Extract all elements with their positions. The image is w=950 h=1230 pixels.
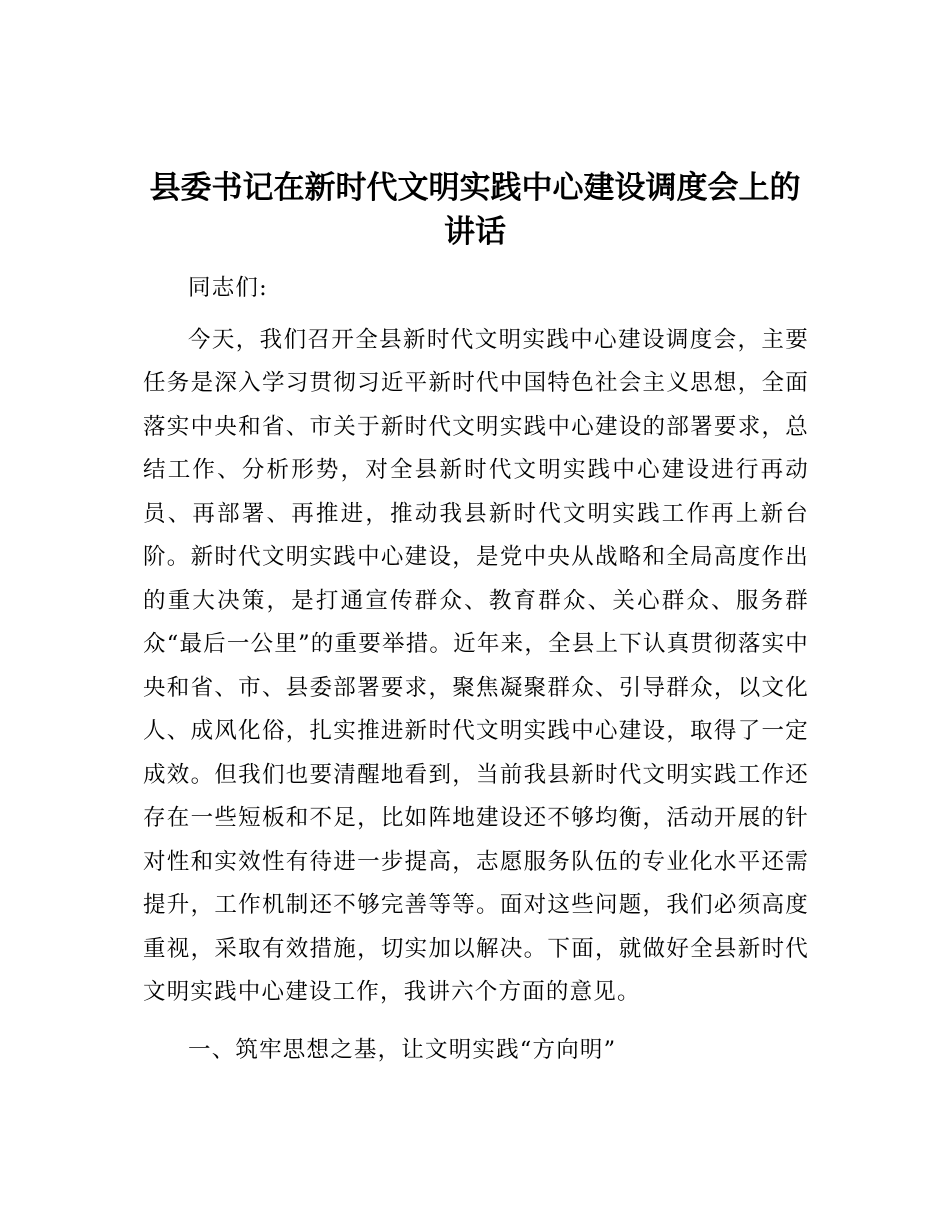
body-paragraph: 今天，我们召开全县新时代文明实践中心建设调度会，主要任务是深入学习贯彻习近平新时代中国特色社会主义思想，全面落实中央和省、市关于新时代文明实践中心建设的部署要求，总结工作、分析形势，对全县新时代文明实践中心建设进行再动员、再部署、再推进，推动我县新时代文明实践工作再上新台阶。新时代文明实践中心建设，是党中央从战略和全局高度作出的重大决策，是打通宣传群众、教育群众、关心群众、服务群众“最后一公里”的重要举措。近年来，全县上下认真贯彻落实中央和省、市、县委部署要求，聚焦凝聚群众、引导群众，以文化人、成风化俗，扎实推进新时代文明实践中心建设，取得了一定成效。但我们也要清醒地看到，当前我县新时代文明实践工作还存在一些短板和不足，比如阵地建设还不够均衡，活动开展的针对性和实效性有待进一步提高，志愿服务队伍的专业化水平还需提升，工作机制还不够完善等等。面对这些问题，我们必须高度重视，采取有效措施，切实加以解决。下面，就做好全县新时代文明实践中心建设工作，我讲六个方面的意见。 [143,326,809,1005]
document-body [143,267,809,1072]
section-heading: 一、筑牢思想之基，让文明实践“方向明” [188,1036,617,1063]
document-title: 县委书记在新时代文明实践中心建设调度会上的讲话 [149,170,801,250]
salutation: 同志们: [188,275,268,301]
